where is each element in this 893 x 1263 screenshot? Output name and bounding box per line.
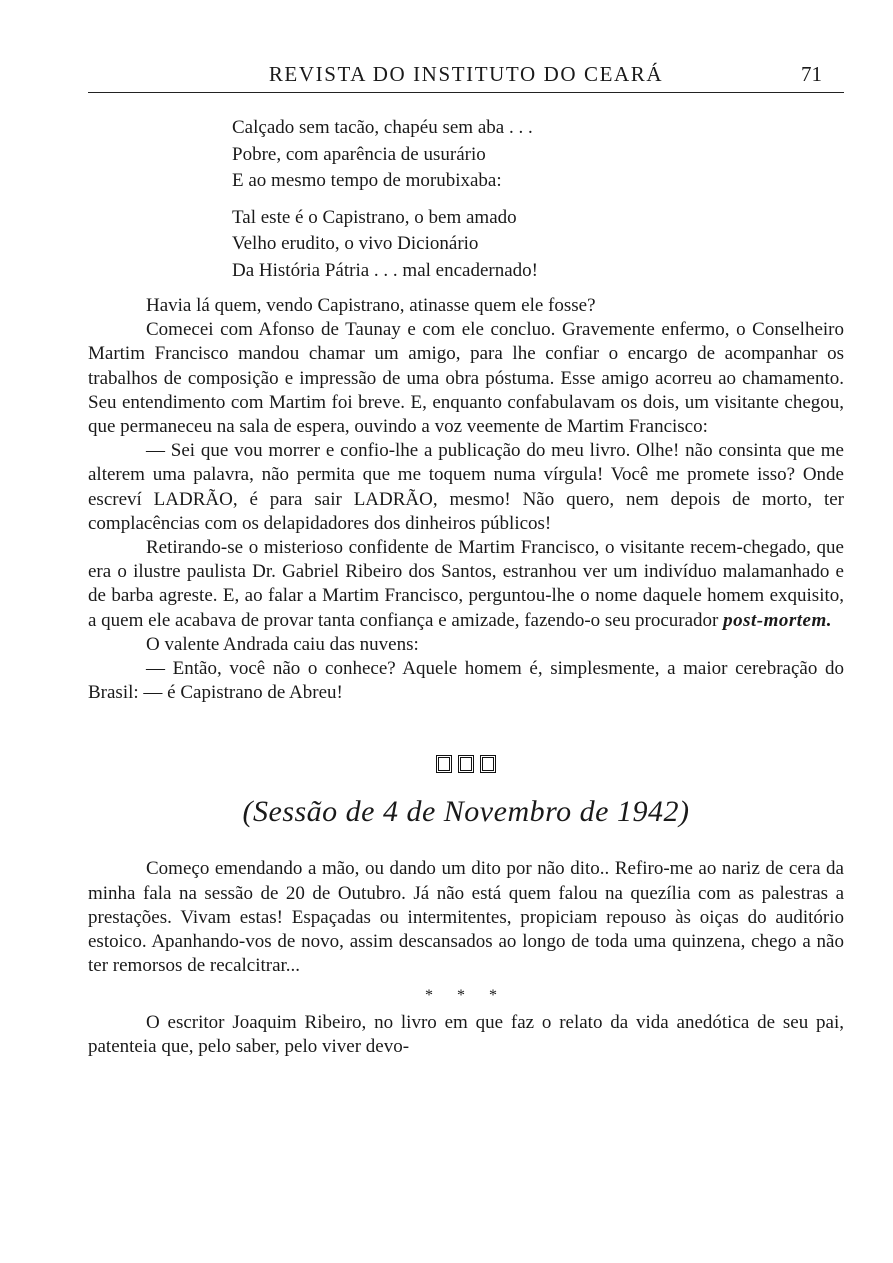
paragraph: Começo emendando a mão, ou dando um dito por não dito.. Refiro-me ao nariz de cera da minha fala na sessão de 20 de Outubro. Já não está quem falou na quezília com as palestras a prestações. Vivam estas! Espaçadas ou intermitentes, propiciam repouso às oiças do auditório estoico. Apanhando-vos de novo, assim descansados ao longo de toda uma quinzena, chego a não ter remorsos de recalcitrar... (88, 858, 844, 977)
paragraph-text: Retirando-se o misterioso confidente de Martim Francisco, o visitante recem-chegado, que era o ilustre paulista Dr. Gabriel Ribeiro dos Santos, estranhou ver um indivíduo malamanhado e de barba agreste. E, ao falar a Martim Francisco, perguntou-lhe o nome daquele homem exquisito, a quem ele acabava de provar tanta confiança e amizade, fazendo-o seu procurador (88, 537, 844, 631)
running-header (88, 58, 844, 93)
paragraph: Havia lá quem, vendo Capistrano, atinasse quem ele fosse? (146, 295, 596, 316)
verse-line: E ao mesmo tempo de morubixaba: (232, 170, 502, 191)
italic-phrase: post-mortem. (723, 609, 833, 631)
paragraph: Comecei com Afonso de Taunay e com ele concluo. Gravemente enfermo, o Conselheiro Martim Francisco mandou chamar um amigo, para lhe confiar o encargo de acompanhar os trabalhos de composição e impressão de uma obra póstuma. Esse amigo acorreu ao chamamento. Seu entendimento com Martim foi breve. E, enquanto confabulavam os dois, um visitante chegou, que permaneceu na sala de espera, ouvindo a voz veemente de Martim Francisco: (88, 319, 844, 438)
verse-line: Tal este é o Capistrano, o bem amado (232, 206, 517, 228)
verse-line: Calçado sem tacão, chapéu sem aba . . . (232, 117, 533, 138)
verse-line: Pobre, com aparência de usurário (232, 143, 486, 165)
body-section-2 (88, 857, 844, 1059)
ornament-glyph (458, 755, 474, 773)
paragraph: O valente Andrada caiu das nuvens: (146, 633, 419, 655)
ornament-glyph (480, 755, 496, 773)
session-heading: (Sessão de 4 de Novembro de 1942) (242, 795, 690, 829)
section-ornament (88, 749, 844, 777)
paragraph: — Então, você não o conhece? Aquele homem é, simplesmente, a maior cerebração do Brasil: — é Capistrano de Abreu! (88, 658, 844, 704)
verse-stanza-1 (232, 115, 844, 195)
page-number: 71 (801, 62, 822, 86)
verse-line: Da História Pátria . . . mal encadernado! (232, 259, 538, 281)
section-break: * * * (425, 987, 507, 1005)
paragraph (88, 536, 844, 633)
verse-line: Velho erudito, o vivo Dicionário (232, 233, 479, 254)
document-page (88, 58, 844, 1059)
paragraph: — Sei que vou morrer e confio-lhe a publicação do meu livro. Olhe! não consinta que me alterem uma palavra, não permita que me toquem numa vírgula! Você me promete isso? Onde escreví LADRÃO, é para sair LADRÃO, mesmo! Não quero, nem depois de morto, ter complacências com os delapidadores dos dinheiros públicos! (88, 440, 844, 534)
ornament-glyph (436, 755, 452, 773)
paragraph: O escritor Joaquim Ribeiro, no livro em que faz o relato da vida anedótica de seu pai, patenteia que, pelo saber, pelo viver devo- (88, 1011, 844, 1057)
journal-title: REVISTA DO INSTITUTO DO CEARÁ (268, 62, 664, 86)
body-section-1 (88, 294, 844, 705)
verse-stanza-2 (232, 205, 844, 285)
